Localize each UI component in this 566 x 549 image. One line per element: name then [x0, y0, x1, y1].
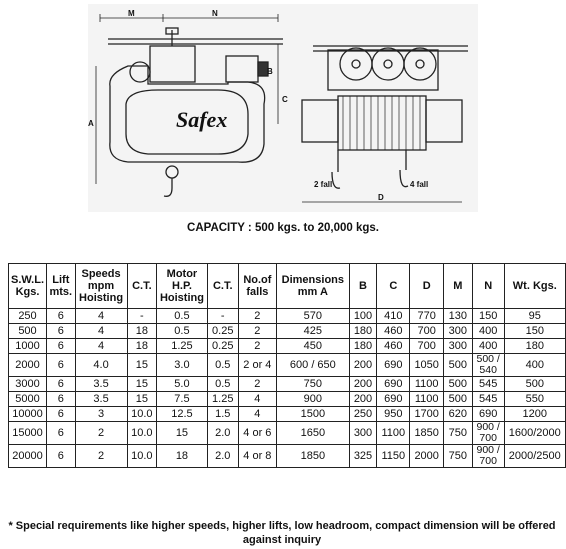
table-row — [9, 445, 566, 468]
table-cell: 6 — [47, 407, 76, 422]
table-cell: 180 — [504, 339, 565, 354]
table-cell: 10.0 — [127, 445, 157, 468]
table-cell: 400 — [504, 354, 565, 377]
table-cell: 1050 — [410, 354, 443, 377]
table-cell: 2 — [75, 422, 127, 445]
column-header — [443, 264, 472, 309]
brand-logo-text: Safex — [176, 107, 228, 132]
table-cell: 3.5 — [75, 377, 127, 392]
column-header-line: No.of — [243, 274, 272, 286]
table-cell: 700 — [410, 339, 443, 354]
table-cell: 0.5 — [157, 309, 207, 324]
table-cell: 500 — [443, 354, 472, 377]
column-header-line: C.T. — [132, 280, 152, 292]
column-header-line: mts. — [49, 286, 73, 298]
table-cell: 4 — [75, 309, 127, 324]
table-cell: 2 — [238, 377, 276, 392]
table-cell: 410 — [377, 309, 410, 324]
column-header-line: H.P. — [171, 280, 192, 292]
table-row — [9, 392, 566, 407]
table-cell — [472, 354, 504, 377]
table-cell: 4.0 — [75, 354, 127, 377]
table-cell: 1850 — [276, 445, 349, 468]
table-cell: 1100 — [410, 377, 443, 392]
table-cell: 180 — [349, 339, 376, 354]
dim-label-c: C — [282, 95, 288, 104]
table-cell: 6 — [47, 377, 76, 392]
table-cell: 200 — [349, 354, 376, 377]
table-cell: 0.25 — [207, 339, 238, 354]
column-header — [276, 264, 349, 309]
table-cell: 690 — [472, 407, 504, 422]
table-cell: 18 — [157, 445, 207, 468]
column-header-line: mpm — [87, 280, 115, 292]
column-header — [238, 264, 276, 309]
table-cell: 750 — [443, 422, 472, 445]
table-cell: 6 — [47, 392, 76, 407]
table-cell: 130 — [443, 309, 472, 324]
table-cell: 2 — [238, 324, 276, 339]
table-cell: 500 — [9, 324, 47, 339]
table-cell: 550 — [504, 392, 565, 407]
footnote: * Special requirements like higher speeds, higher lifts, low headroom, compact dimension will be offered against inquiry — [8, 520, 556, 546]
column-header — [349, 264, 376, 309]
column-header — [410, 264, 443, 309]
table-cell — [472, 445, 504, 468]
table-cell: 200 — [349, 392, 376, 407]
table-cell: 400 — [472, 339, 504, 354]
table-cell: 2 — [75, 445, 127, 468]
table-row — [9, 309, 566, 324]
table-cell: 950 — [377, 407, 410, 422]
table-cell: 460 — [377, 324, 410, 339]
capacity-heading: CAPACITY : 500 kgs. to 20,000 kgs. — [187, 222, 379, 234]
table-cell: - — [127, 309, 157, 324]
table-cell: 10000 — [9, 407, 47, 422]
column-header — [9, 264, 47, 309]
table-cell: 2 — [238, 309, 276, 324]
column-header — [504, 264, 565, 309]
table-cell: 1500 — [276, 407, 349, 422]
table-cell — [472, 422, 504, 445]
table-cell: 95 — [504, 309, 565, 324]
table-cell: 0.25 — [207, 324, 238, 339]
table-cell: 10.0 — [127, 422, 157, 445]
table-cell: 1.5 — [207, 407, 238, 422]
table-cell: 2.0 — [207, 445, 238, 468]
table-cell: 10.0 — [127, 407, 157, 422]
column-header — [47, 264, 76, 309]
table-cell: 570 — [276, 309, 349, 324]
table-cell: - — [207, 309, 238, 324]
table-cell: 250 — [9, 309, 47, 324]
table-row — [9, 407, 566, 422]
table-cell: 750 — [443, 445, 472, 468]
table-cell: 15000 — [9, 422, 47, 445]
table-cell-line: 700 — [479, 432, 497, 444]
table-cell: 150 — [504, 324, 565, 339]
spec-table-header-row — [9, 264, 566, 309]
column-header — [157, 264, 207, 309]
table-cell: 500 — [504, 377, 565, 392]
table-cell: 0.5 — [207, 377, 238, 392]
table-cell: 2000 — [410, 445, 443, 468]
table-cell: 5.0 — [157, 377, 207, 392]
table-cell: 7.5 — [157, 392, 207, 407]
table-cell: 900 — [276, 392, 349, 407]
table-cell: 100 — [349, 309, 376, 324]
table-cell: 1150 — [377, 445, 410, 468]
table-cell: 425 — [276, 324, 349, 339]
table-cell: 600 / 650 — [276, 354, 349, 377]
table-row — [9, 422, 566, 445]
table-cell: 1650 — [276, 422, 349, 445]
table-cell: 300 — [443, 339, 472, 354]
table-cell-line: 900 / — [476, 421, 500, 433]
table-cell: 2000 — [9, 354, 47, 377]
column-header-line: Wt. Kgs. — [512, 280, 557, 292]
table-cell: 12.5 — [157, 407, 207, 422]
table-cell: 180 — [349, 324, 376, 339]
table-cell: 3.0 — [157, 354, 207, 377]
column-header-line: falls — [246, 286, 269, 298]
column-header — [127, 264, 157, 309]
column-header-line: C.T. — [212, 280, 233, 292]
table-cell: 1100 — [410, 392, 443, 407]
table-cell: 18 — [127, 339, 157, 354]
table-cell: 460 — [377, 339, 410, 354]
dim-label-d: D — [378, 193, 384, 202]
dim-label-n: N — [212, 9, 218, 18]
table-cell: 690 — [377, 392, 410, 407]
table-cell: 15 — [127, 354, 157, 377]
column-header-line: N — [484, 280, 493, 292]
table-cell: 620 — [443, 407, 472, 422]
table-cell: 1.25 — [207, 392, 238, 407]
table-cell: 4 — [238, 407, 276, 422]
table-cell: 6 — [47, 339, 76, 354]
column-header-line: Hoisting — [159, 292, 204, 304]
table-cell: 300 — [443, 324, 472, 339]
table-row — [9, 377, 566, 392]
table-cell-line: 700 — [479, 455, 497, 467]
table-cell: 1700 — [410, 407, 443, 422]
table-cell: 6 — [47, 324, 76, 339]
table-cell: 5000 — [9, 392, 47, 407]
hoist-technical-drawing — [88, 4, 478, 212]
dim-label-b: B — [267, 67, 273, 76]
table-cell: 3000 — [9, 377, 47, 392]
table-cell: 1100 — [377, 422, 410, 445]
table-cell: 0.5 — [157, 324, 207, 339]
table-cell: 6 — [47, 445, 76, 468]
table-cell: 2.0 — [207, 422, 238, 445]
table-cell: 3 — [75, 407, 127, 422]
column-header-line: Speeds — [81, 268, 121, 280]
table-cell: 15 — [127, 392, 157, 407]
table-cell: 20000 — [9, 445, 47, 468]
table-cell: 15 — [127, 377, 157, 392]
dim-label-a: A — [88, 119, 94, 128]
table-cell: 3.5 — [75, 392, 127, 407]
table-row — [9, 354, 566, 377]
table-cell: 690 — [377, 377, 410, 392]
table-cell: 750 — [276, 377, 349, 392]
column-header — [377, 264, 410, 309]
column-header-line: M — [453, 280, 463, 292]
table-cell: 6 — [47, 422, 76, 445]
table-cell: 150 — [472, 309, 504, 324]
table-cell: 4 or 8 — [238, 445, 276, 468]
table-cell: 18 — [127, 324, 157, 339]
column-header — [207, 264, 238, 309]
spec-table-body — [9, 309, 566, 468]
dim-label-m: M — [128, 9, 135, 18]
table-cell-line: 500 / — [476, 353, 500, 365]
hoist-spec-table — [8, 263, 566, 468]
column-header — [75, 264, 127, 309]
table-cell: 2 or 4 — [238, 354, 276, 377]
table-cell: 0.5 — [207, 354, 238, 377]
table-cell: 545 — [472, 377, 504, 392]
spec-table-head — [9, 264, 566, 309]
table-cell-line: 900 / — [476, 444, 500, 456]
column-header-line: S.W.L. — [11, 274, 44, 286]
table-cell: 2 — [238, 339, 276, 354]
column-header-line: C — [389, 280, 398, 292]
table-cell: 500 — [443, 392, 472, 407]
column-header-line: D — [422, 280, 431, 292]
table-cell: 450 — [276, 339, 349, 354]
table-cell: 690 — [377, 354, 410, 377]
column-header-line: Kgs. — [15, 286, 40, 298]
table-cell-line: 540 — [479, 364, 497, 376]
table-cell: 1200 — [504, 407, 565, 422]
hoist-drawing-svg — [88, 4, 478, 212]
table-cell: 4 — [75, 339, 127, 354]
table-cell: 200 — [349, 377, 376, 392]
table-cell: 4 — [238, 392, 276, 407]
fall-label-2: 2 fall — [314, 180, 333, 189]
column-header-line: Dimensions — [281, 274, 345, 286]
table-cell: 15 — [157, 422, 207, 445]
table-cell: 545 — [472, 392, 504, 407]
table-cell: 6 — [47, 309, 76, 324]
table-cell: 6 — [47, 354, 76, 377]
column-header-line: Hoisting — [79, 292, 124, 304]
table-cell: 2000/2500 — [504, 445, 565, 468]
table-cell: 770 — [410, 309, 443, 324]
table-cell: 1600/2000 — [504, 422, 565, 445]
table-cell: 4 — [75, 324, 127, 339]
table-cell: 700 — [410, 324, 443, 339]
column-header-line: mm A — [297, 286, 328, 298]
table-cell: 250 — [349, 407, 376, 422]
column-header — [472, 264, 504, 309]
table-cell: 1850 — [410, 422, 443, 445]
table-cell: 1000 — [9, 339, 47, 354]
table-cell: 300 — [349, 422, 376, 445]
column-header-line: Motor — [166, 268, 198, 280]
table-cell: 4 or 6 — [238, 422, 276, 445]
table-cell: 1.25 — [157, 339, 207, 354]
table-cell: 400 — [472, 324, 504, 339]
column-header-line: Lift — [52, 274, 70, 286]
column-header-line: B — [359, 280, 367, 292]
table-cell: 325 — [349, 445, 376, 468]
table-cell: 500 — [443, 377, 472, 392]
table-row — [9, 324, 566, 339]
fall-label-4: 4 fall — [410, 180, 429, 189]
table-row — [9, 339, 566, 354]
